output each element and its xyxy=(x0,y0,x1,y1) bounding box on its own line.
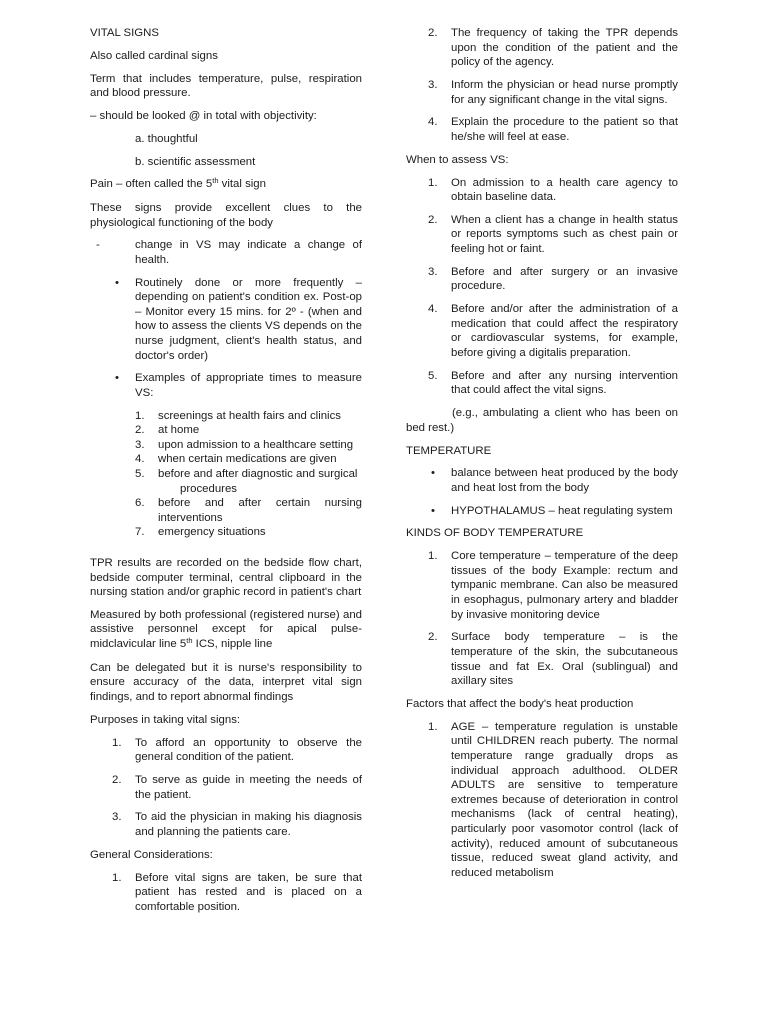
objectivity-item-b: b. scientific assessment xyxy=(135,155,256,168)
when-title: When to assess VS: xyxy=(406,153,509,166)
list-text: balance between heat produced by the body and heat lost from the body xyxy=(451,467,678,494)
bullet-icon: • xyxy=(431,504,435,517)
list-item xyxy=(406,26,678,70)
list-text: On admission to a health care agency to obtain baseline data. xyxy=(451,176,678,204)
list-item xyxy=(406,466,678,495)
general-title: General Considerations: xyxy=(90,848,213,861)
bullet-examples-text: Examples of appropriate times to measure VS: xyxy=(135,372,362,399)
general-list xyxy=(90,871,362,915)
list-text: Before and after any nursing intervention that could affect the vital signs. xyxy=(451,369,678,397)
list-text: Before and after surgery or an invasive procedure. xyxy=(451,265,678,293)
kinds-title: KINDS OF BODY TEMPERATURE xyxy=(406,527,584,540)
list-item xyxy=(90,409,362,424)
list-item xyxy=(406,720,678,881)
bullet-examples xyxy=(90,371,362,400)
aka-text: Also called cardinal signs xyxy=(90,49,218,62)
list-item xyxy=(90,496,362,525)
list-text: Before vital signs are taken, be sure that patient has rested and is placed on a comfortable position. xyxy=(135,871,362,913)
pain-text-post: vital sign xyxy=(218,178,266,191)
bullet-icon: • xyxy=(431,467,435,480)
list-item xyxy=(90,773,362,802)
delegated-text: Can be delegated but it is nurse's responsibility to ensure accuracy of the data, interpret vital sign findings, and to report abnormal findings xyxy=(90,661,362,704)
bullet-routine xyxy=(90,276,362,364)
list-item xyxy=(406,265,678,294)
list-number: 2. xyxy=(428,213,438,226)
list-number: 2. xyxy=(428,631,438,644)
list-number: 2. xyxy=(112,773,122,786)
list-text: Surface body temperature – is the temperature of the skin, the subcutaneous tissue and fat Ex. Oral (sublingual) and axillary sites xyxy=(451,631,678,688)
clues-text: These signs provide excellent clues to the physiological functioning of the body xyxy=(90,202,362,229)
list-text: when certain medications are given xyxy=(158,453,337,466)
term-text: Term that includes temperature, pulse, respiration and blood pressure. xyxy=(90,72,362,100)
list-number: 3. xyxy=(428,78,438,91)
list-text: When a client has a change in health status or reports symptoms such as chest pain or feeling hot or faint. xyxy=(451,213,678,256)
list-number: 3. xyxy=(112,811,122,824)
factors-list xyxy=(406,720,678,881)
kinds-list xyxy=(406,549,678,689)
right-column xyxy=(406,26,678,888)
tpr-text: TPR results are recorded on the bedside flow chart, bedside computer terminal, central clipboard in the nursing station and/or graphic record in patient's chart xyxy=(90,556,362,599)
when-list xyxy=(406,176,678,398)
bullet-routine-text: Routinely done or more frequently – depending on patient's condition ex. Post-op – Monitor every 15 mins. for 2º - (when and how to assess the clients VS depends on the nurse judgment, client's health status, and doctor's order) xyxy=(135,276,362,362)
list-item xyxy=(406,630,678,688)
list-text: before and after certain nursing interventions xyxy=(158,497,362,524)
list-item xyxy=(90,423,362,438)
vs-bullet-list xyxy=(90,276,362,401)
list-number: 3. xyxy=(135,438,145,451)
list-number: 2. xyxy=(135,424,145,437)
list-text: To afford an opportunity to observe the general condition of the patient. xyxy=(135,736,362,764)
list-text: Explain the procedure to the patient so that he/she will feel at ease. xyxy=(451,116,678,143)
list-text: upon admission to a healthcare setting xyxy=(158,438,354,451)
list-number: 1. xyxy=(135,409,145,422)
objectivity-item-a: a. thoughtful xyxy=(135,132,198,145)
pain-text-sup: th xyxy=(212,176,219,186)
list-item xyxy=(406,369,678,398)
list-number: 1. xyxy=(428,176,438,189)
bullet-icon: • xyxy=(115,276,119,289)
list-item xyxy=(406,504,678,519)
list-item xyxy=(406,302,678,360)
times-list xyxy=(90,409,362,540)
list-number: 4. xyxy=(428,116,438,129)
page-title: VITAL SIGNS xyxy=(90,27,159,39)
left-column xyxy=(90,26,362,922)
change-text: change in VS may indicate a change of health. xyxy=(135,239,362,267)
list-item xyxy=(90,525,362,540)
list-text: AGE – temperature regulation is unstable until CHILDREN reach puberty. The normal temperature range gradually drops as individual approach adulthood. OLDER ADULTS are sensitive to temperature extremes because of deterioration in control mechanisms (lack of central heating), particularly poor vasomotor control (lack of activity), reduced amount of subcutaneous tissue, reduced sweat gland activity, and reduced metabolism xyxy=(451,720,678,879)
list-text: Inform the physician or head nurse promptly for any significant change in the vital signs. xyxy=(451,78,678,106)
general-list-continued xyxy=(406,26,678,145)
list-item xyxy=(90,810,362,839)
list-number: 4. xyxy=(135,453,145,466)
list-item xyxy=(90,467,362,496)
dash-marker: - xyxy=(96,239,100,252)
list-item xyxy=(90,452,362,467)
purposes-title: Purposes in taking vital signs: xyxy=(90,713,241,726)
list-number: 5. xyxy=(135,467,145,480)
temperature-title: TEMPERATURE xyxy=(406,444,492,457)
list-item xyxy=(90,438,362,453)
list-item xyxy=(90,736,362,765)
measured-text xyxy=(90,608,362,653)
list-text: To serve as guide in meeting the needs of the patient. xyxy=(135,773,362,801)
list-text: screenings at health fairs and clinics xyxy=(158,409,341,422)
list-number: 1. xyxy=(428,720,438,733)
purposes-list xyxy=(90,736,362,840)
list-text: HYPOTHALAMUS – heat regulating system xyxy=(451,504,673,517)
list-item xyxy=(406,176,678,205)
list-item xyxy=(406,115,678,144)
list-number: 1. xyxy=(428,550,438,563)
bullet-icon: • xyxy=(115,372,119,385)
list-number: 7. xyxy=(135,526,145,539)
measured-text-sup: th xyxy=(186,636,193,646)
list-number: 4. xyxy=(428,303,438,316)
temperature-bullets xyxy=(406,466,678,518)
list-number: 2. xyxy=(428,27,438,39)
list-number: 1. xyxy=(112,736,122,749)
list-text: at home xyxy=(158,424,200,437)
measured-text-post: ICS, nipple line xyxy=(192,638,273,651)
list-number: 6. xyxy=(135,497,145,510)
list-item xyxy=(90,871,362,915)
list-text: Core temperature – temperature of the deep tissues of the body Example: rectum and tympanic membrane. Can also be measured in esophagus, pulmonary artery and bladder by invasive monitoring device xyxy=(451,550,678,621)
objectivity-text: – should be looked @ in total with objectivity: xyxy=(90,109,317,122)
list-text: The frequency of taking the TPR depends upon the condition of the patient and the policy of the agency. xyxy=(451,27,678,69)
list-number: 1. xyxy=(112,871,122,884)
pain-text xyxy=(90,177,362,193)
change-item xyxy=(90,238,362,267)
procedures-text: procedures xyxy=(180,482,237,495)
list-item xyxy=(406,213,678,257)
list-text: To aid the physician in making his diagnosis and planning the patients care. xyxy=(135,811,362,838)
example-note: (e.g., ambulating a client who has been on bed rest.) xyxy=(406,407,678,434)
list-item xyxy=(406,549,678,622)
list-number: 5. xyxy=(428,369,438,382)
list-text: emergency situations xyxy=(158,526,266,539)
list-text: before and after diagnostic and surgical xyxy=(158,467,358,480)
list-number: 3. xyxy=(428,265,438,278)
measured-text-pre: Measured by both professional (registered nurse) and assistive personnel except for apical pulse-midclavicular line 5 xyxy=(90,608,362,651)
factors-title: Factors that affect the body's heat production xyxy=(406,697,634,710)
pain-text-pre: Pain – often called the 5 xyxy=(90,178,213,191)
list-item xyxy=(406,78,678,107)
list-text: Before and/or after the administration of a medication that could affect the respiratory or cardiovascular systems, for example, before giving a digitalis preparation. xyxy=(451,303,678,359)
